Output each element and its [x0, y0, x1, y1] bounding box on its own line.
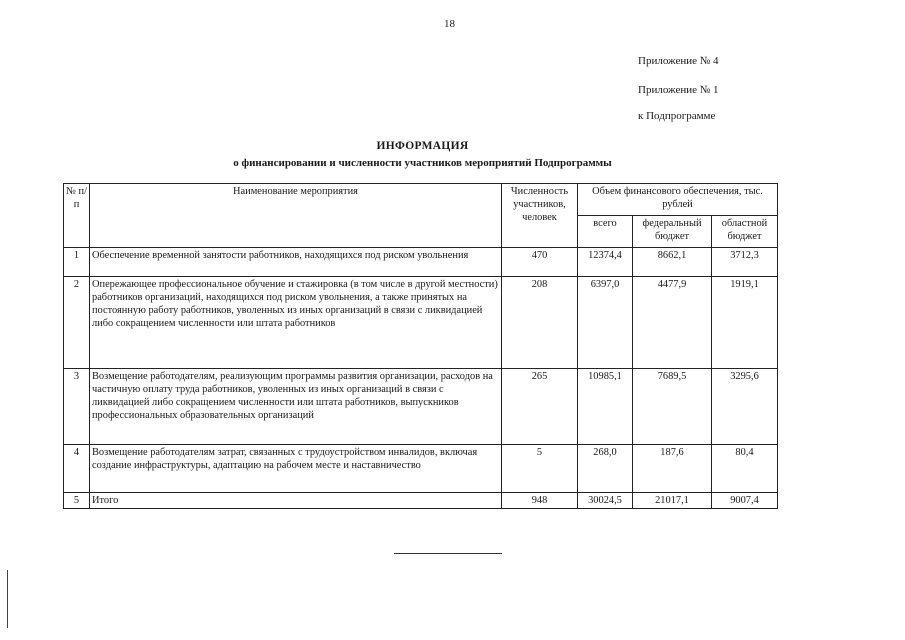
- row-regional: 1919,1: [712, 277, 778, 369]
- scan-edge-mark: [7, 570, 8, 628]
- row-regional: 9007,4: [712, 493, 778, 509]
- closing-separator-line: [394, 553, 502, 554]
- header-funding: Объем финансового обеспечения, тыс. рублей: [578, 184, 778, 216]
- row-total: 6397,0: [578, 277, 633, 369]
- row-name: Итого: [90, 493, 502, 509]
- row-name: Опережающее профессиональное обучение и стажировка (в том числе в другой местности) работников организаций, находящихся под риском увольнения, а также принятых на постоянную работу работников, уволенных из иных организаций в связи с ликвидацией либо сокращением численности или штата работников: [90, 277, 502, 369]
- appendix-line-3: к Подпрограмме: [638, 110, 716, 122]
- row-name: Возмещение работодателям, реализующим программы развития организации, расходов на частичную оплату труда работников, уволенных из иных организаций в связи с ликвидацией либо сокращением численности или штата работников, выпускников профессиональных образовательных организаций: [90, 369, 502, 445]
- row-total: 10985,1: [578, 369, 633, 445]
- row-participants: 470: [502, 248, 578, 277]
- row-total: 30024,5: [578, 493, 633, 509]
- row-federal: 4477,9: [633, 277, 712, 369]
- table-row: [64, 445, 778, 493]
- header-participants: Численность участников, человек: [502, 184, 578, 248]
- table-row: [64, 369, 778, 445]
- appendix-line-1: Приложение № 4: [638, 55, 719, 67]
- header-num: № п/п: [64, 184, 90, 248]
- funding-table: [63, 183, 778, 509]
- row-num: 4: [64, 445, 90, 493]
- row-name: Обеспечение временной занятости работников, находящихся под риском увольнения: [90, 248, 502, 277]
- table-row: [64, 248, 778, 277]
- table-total-row: [64, 493, 778, 509]
- table-row: [64, 277, 778, 369]
- row-regional: 3295,6: [712, 369, 778, 445]
- row-participants: 265: [502, 369, 578, 445]
- row-regional: 80,4: [712, 445, 778, 493]
- row-name: Возмещение работодателям затрат, связанных с трудоустройством инвалидов, включая создание инфраструктуры, адаптацию на рабочем месте и наставничество: [90, 445, 502, 493]
- row-num: 2: [64, 277, 90, 369]
- document-subtitle: о финансировании и численности участников мероприятий Подпрограммы: [233, 157, 612, 169]
- header-total: всего: [578, 216, 633, 248]
- row-participants: 5: [502, 445, 578, 493]
- row-federal: 21017,1: [633, 493, 712, 509]
- row-num: 5: [64, 493, 90, 509]
- row-num: 3: [64, 369, 90, 445]
- row-num: 1: [64, 248, 90, 277]
- row-regional: 3712,3: [712, 248, 778, 277]
- row-federal: 187,6: [633, 445, 712, 493]
- row-participants: 948: [502, 493, 578, 509]
- appendix-line-2: Приложение № 1: [638, 84, 719, 96]
- table-header-row: [64, 184, 778, 216]
- header-regional: областной бюджет: [712, 216, 778, 248]
- header-federal: федеральный бюджет: [633, 216, 712, 248]
- document-title: ИНФОРМАЦИЯ: [376, 140, 469, 152]
- header-name: Наименование мероприятия: [90, 184, 502, 248]
- page-number: 18: [444, 18, 455, 30]
- row-federal: 8662,1: [633, 248, 712, 277]
- row-federal: 7689,5: [633, 369, 712, 445]
- row-total: 12374,4: [578, 248, 633, 277]
- row-participants: 208: [502, 277, 578, 369]
- row-total: 268,0: [578, 445, 633, 493]
